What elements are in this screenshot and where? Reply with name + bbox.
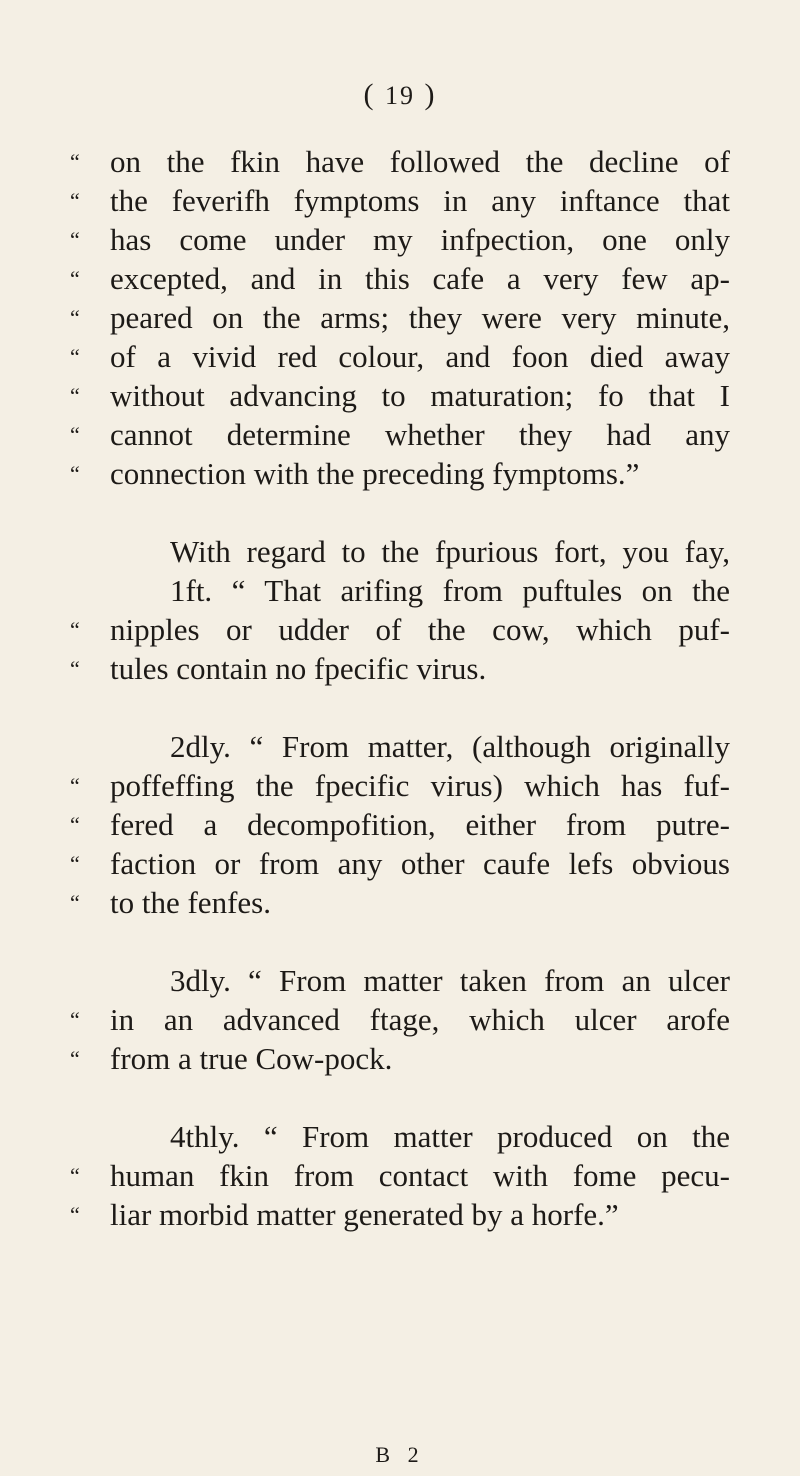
line-text: 1ft. “ That arifing from puftules on the: [170, 573, 730, 608]
text-line: [110, 532, 730, 571]
line-text: on the fkin have followed the decline of: [110, 144, 730, 179]
text-line: [110, 961, 730, 1000]
text-line: “ on the fkin have followed the decline of: [70, 144, 730, 179]
line-text: tules contain no fpecific virus.: [110, 651, 487, 686]
line-text: of a vivid red colour, and foon died away: [110, 339, 730, 374]
text-line: “ to the fenfes.: [70, 885, 271, 920]
line-text: fered a decompofition, either from putre-: [110, 807, 730, 842]
line-text: cannot determine whether they had any: [110, 417, 730, 452]
text-line: “ tules contain no fpecific virus.: [70, 651, 487, 686]
line-text: without advancing to maturation; fo that I: [110, 378, 730, 413]
line-text: human fkin from contact with fome pecu-: [110, 1158, 730, 1193]
text-line: “ of a vivid red colour, and foon died away: [70, 339, 730, 374]
text-line: “ human fkin from contact with fome pecu-: [70, 1158, 730, 1193]
text-line: “ peared on the arms; they were very minute,: [70, 300, 730, 335]
line-text: excepted, and in this cafe a very few ap-: [110, 261, 730, 296]
text-line: “ the feverifh fymptoms in any inftance that: [70, 183, 730, 218]
text-line: [110, 727, 730, 766]
line-text: nipples or udder of the cow, which puf-: [110, 612, 730, 647]
line-text: 3dly. “ From matter taken from an ulcer: [170, 963, 730, 998]
text-line: “ from a true Cow-pock.: [70, 1041, 393, 1076]
line-text: peared on the arms; they were very minute,: [110, 300, 730, 335]
text-line: [110, 1117, 730, 1156]
text-line: [110, 571, 730, 610]
header-open-paren: (: [363, 78, 376, 111]
page-number: 19: [385, 81, 415, 110]
text-line: “ connection with the preceding fymptoms.”: [70, 456, 640, 491]
line-text: faction or from any other caufe lefs obvious: [110, 846, 730, 881]
line-text: With regard to the fpurious fort, you fay,: [170, 534, 730, 569]
line-text: liar morbid matter generated by a horfe.”: [110, 1197, 619, 1232]
text-line: “ in an advanced ftage, which ulcer arofe: [70, 1002, 730, 1037]
line-text: the feverifh fymptoms in any inftance that: [110, 183, 730, 218]
header-close-paren: ): [424, 78, 437, 111]
line-text: connection with the preceding fymptoms.”: [110, 456, 640, 491]
text-line: “ poffeffing the fpecific virus) which has fuf-: [70, 768, 730, 803]
line-text: to the fenfes.: [110, 885, 271, 920]
text-line: “ without advancing to maturation; fo that I: [70, 378, 730, 413]
text-line: “ cannot determine whether they had any: [70, 417, 730, 452]
line-text: in an advanced ftage, which ulcer arofe: [110, 1002, 730, 1037]
signature-mark: B 2: [375, 1442, 425, 1467]
line-text: 2dly. “ From matter, (although originally: [170, 729, 730, 764]
text-line: “ nipples or udder of the cow, which puf-: [70, 612, 730, 647]
line-text: 4thly. “ From matter produced on the: [170, 1119, 730, 1154]
page-header: [0, 78, 800, 112]
text-line: “ liar morbid matter generated by a horfe.”: [70, 1197, 619, 1232]
text-line: “ faction or from any other caufe lefs obvious: [70, 846, 730, 881]
text-line: “ excepted, and in this cafe a very few ap-: [70, 261, 730, 296]
line-text: from a true Cow-pock.: [110, 1041, 393, 1076]
line-text: has come under my infpection, one only: [110, 222, 730, 257]
text-line: “ fered a decompofition, either from putre-: [70, 807, 730, 842]
line-text: poffeffing the fpecific virus) which has fuf-: [110, 768, 730, 803]
text-line: “ has come under my infpection, one only: [70, 222, 730, 257]
page-body: [70, 142, 730, 1234]
